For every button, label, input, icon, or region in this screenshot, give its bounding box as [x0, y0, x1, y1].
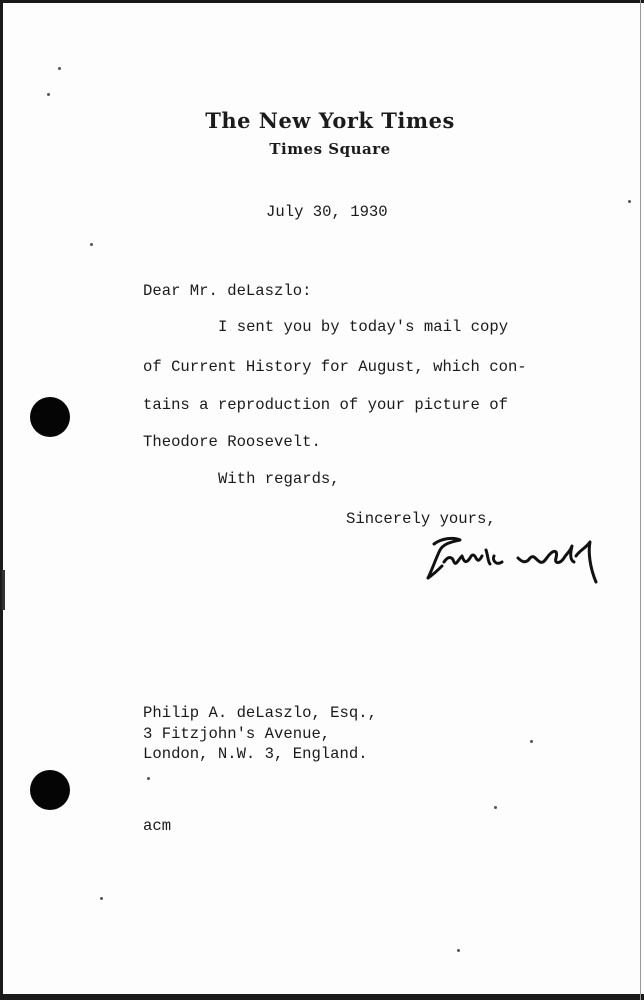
recipient-line: London, N.W. 3, England.: [143, 745, 368, 763]
scan-speck: [147, 777, 150, 780]
scan-speck: [457, 949, 460, 952]
binder-hole: [30, 397, 70, 437]
letterhead-address: Times Square: [269, 140, 391, 158]
body-line: I sent you by today's mail copy: [218, 318, 509, 336]
scan-speck: [58, 67, 61, 70]
scan-speck: [90, 243, 93, 246]
handwritten-signature: [420, 528, 610, 588]
scan-edge-mark: [2, 570, 5, 610]
typist-initials: acm: [143, 817, 172, 835]
scan-speck: [100, 897, 103, 900]
scan-speck: [530, 740, 533, 743]
recipient-line: Philip A. deLaszlo, Esq.,: [143, 704, 377, 722]
scan-speck: [47, 93, 50, 96]
binder-hole: [30, 770, 70, 810]
scan-border-left: [0, 0, 3, 1000]
scan-border-top: [0, 0, 644, 3]
salutation: Dear Mr. deLaszlo:: [143, 282, 312, 300]
regards: With regards,: [218, 470, 340, 488]
scan-border-bottom: [0, 994, 644, 1000]
scan-border-right: [640, 0, 641, 1000]
recipient-line: 3 Fitzjohn's Avenue,: [143, 725, 331, 743]
body-line: Theodore Roosevelt.: [143, 433, 321, 451]
scan-speck: [628, 200, 631, 203]
scan-speck: [494, 806, 497, 809]
closing: Sincerely yours,: [346, 510, 496, 528]
body-line: of Current History for August, which con-: [143, 358, 527, 376]
letter-date: July 30, 1930: [266, 203, 388, 221]
body-line: tains a reproduction of your picture of: [143, 396, 508, 414]
letterhead-name: The New York Times: [205, 108, 455, 133]
